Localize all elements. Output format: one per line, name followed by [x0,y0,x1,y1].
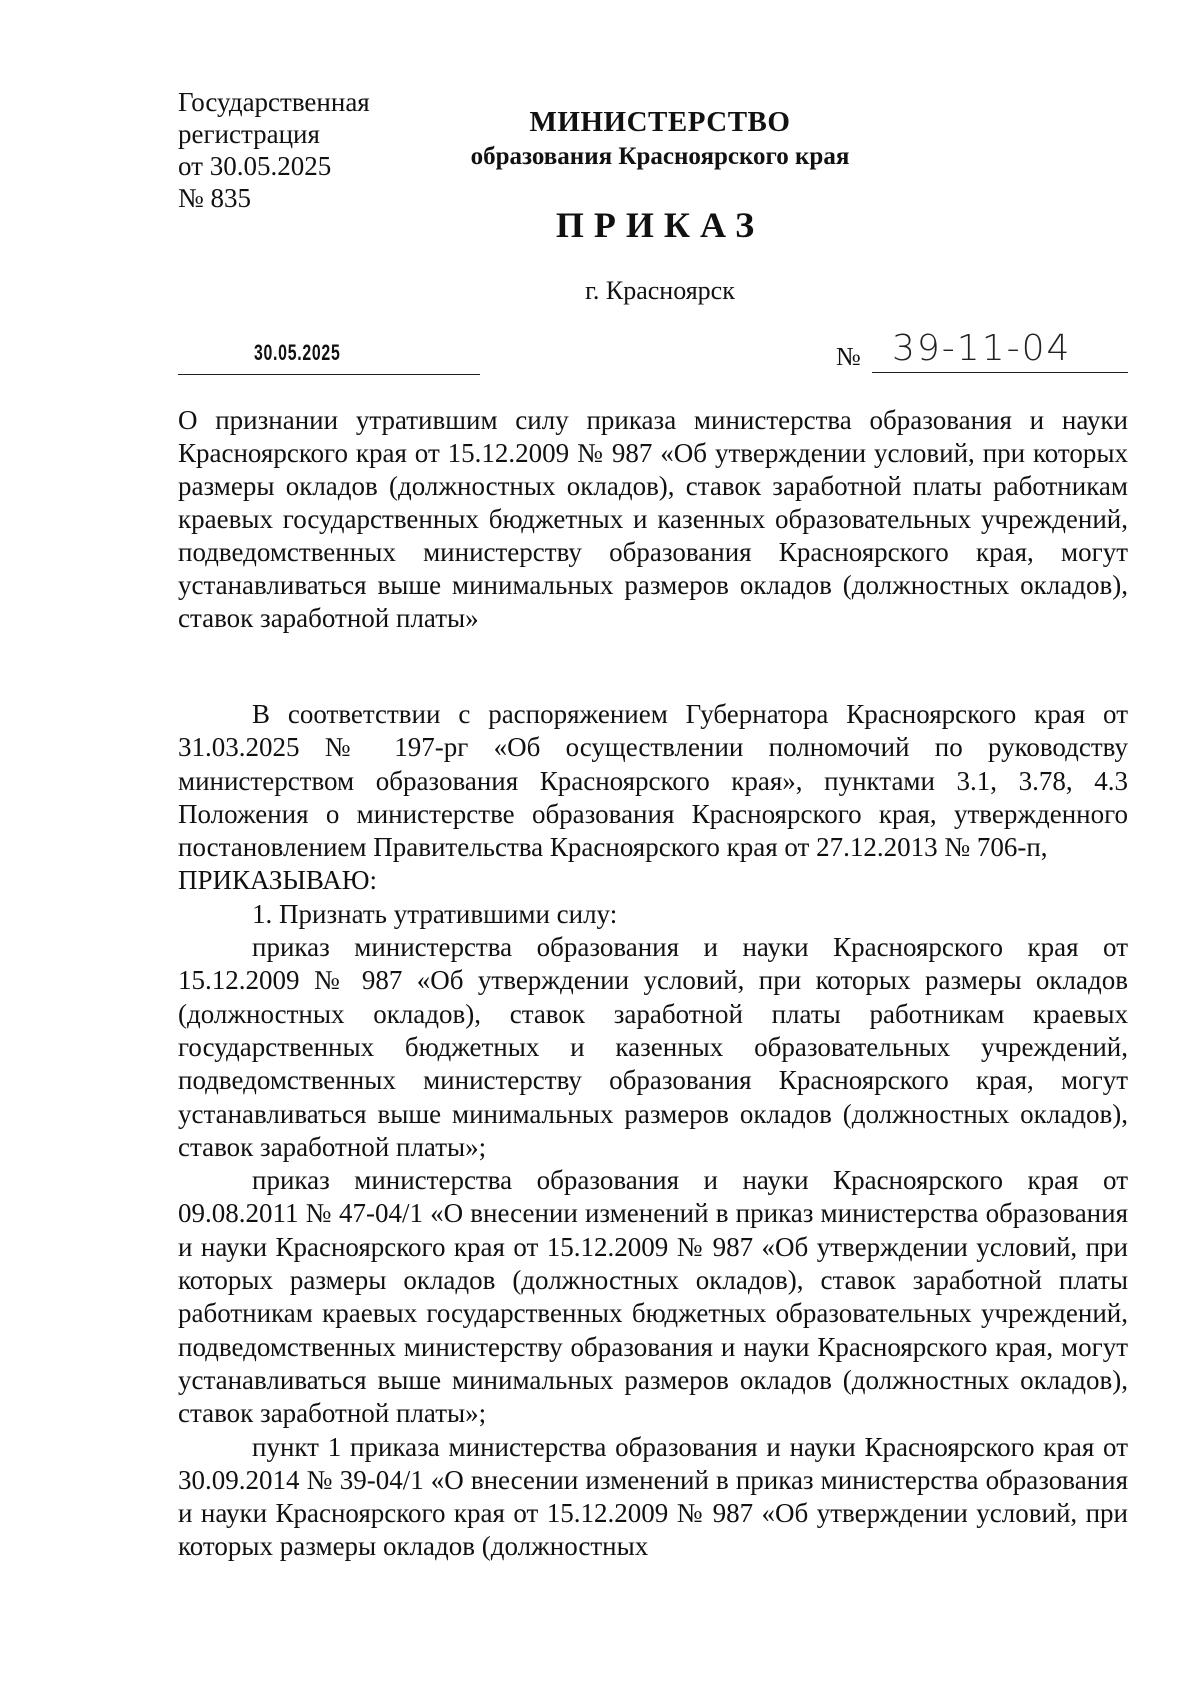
ministry-header [400,104,920,174]
order-date: 30.05.2025 [254,340,341,365]
number-underline [872,328,1128,373]
order-body [178,698,1128,1564]
ministry-subtitle: образования Красноярского края [470,143,850,170]
document-type: ПРИКАЗ [555,205,765,245]
order-subject: О признании утратившим силу приказа министерства образования и науки Красноярского края от 15.12.2009 № 987 «Об утверждении условий, при которых размеры окладов (должностных окладов), ставок заработной платы работникам краевых государственных бюджетных и казенных образовательных учреждений, подведомственных министерству образования Красноярского края, могут устанавливаться выше минимальных размеров окладов (должностных окладов), ставок заработной платы» [178,405,1128,633]
registration-line-2: регистрация [178,119,320,149]
number-sign: № [836,342,861,371]
order-word: ПРИКАЗЫВАЮ: [178,865,377,896]
order-number-field [836,328,1126,374]
sub-item-3: пункт 1 приказа министерства образования и науки Красноярского края от 30.09.2014 № 39-04/1 «О внесении изменений в приказ министерства образования и науки Красноярского края от 15.12.2009 № 987 «Об утверждении условий, при которых размеры окладов (должностных [178,1431,1128,1562]
registration-line-1: Государственная [178,87,370,117]
order-date-field [178,336,480,375]
sub-item-2: приказ министерства образования и науки Красноярского края от 09.08.2011 № 47-04/1 «О внесении изменений в приказ министерства образования и науки Красноярского края от 15.12.2009 № 987 «Об утверждении условий, при которых размеры окладов (должностных окладов), ставок заработной платы работникам краевых государственных бюджетных образовательных учреждений, подведомственных министерству образования и науки Красноярского края, могут устанавливаться выше минимальных размеров окладов (должностных окладов), ставок заработной платы»; [178,1165,1128,1429]
registration-line-3: от 30.05.2025 [178,151,332,181]
preamble-paragraph: В соответствии с распоряжением Губернатора Красноярского края от 31.03.2025 № 197-рг «Об осуществлении полномочий по руководству министерством образования Красноярского края», пунктами 3.1, 3.78, 4.3 Положения о министерстве образования Красноярского края, утвержденного постановлением Правительства Красноярского края от 27.12.2013 № 706-п, [178,699,1128,863]
ministry-title: МИНИСТЕРСТВО [529,106,791,138]
sub-item-1: приказ министерства образования и науки Красноярского края от 15.12.2009 № 987 «Об утверждении условий, при которых размеры окладов (должностных окладов), ставок заработной платы работникам краевых государственных бюджетных и казенных образовательных учреждений, подведомственных министерству образования Красноярского края, могут устанавливаться выше минимальных размеров окладов (должностных окладов), ставок заработной платы»; [178,932,1128,1162]
registration-line-4: № 835 [178,183,252,213]
item-1: 1. Признать утратившими силу: [252,898,618,929]
order-number: 39-11-04 [892,328,1072,369]
registration-stamp [178,86,418,214]
city: г. Красноярск [585,276,735,305]
